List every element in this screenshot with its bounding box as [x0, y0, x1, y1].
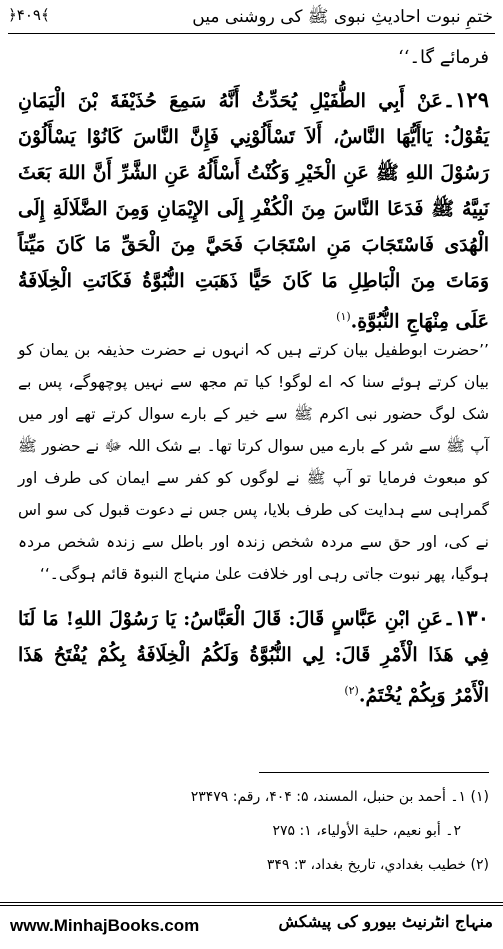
page-title: ختمِ نبوت احادیثِ نبوی ﷺ کی روشنی میں — [192, 7, 493, 27]
hadith-number: ۱۲۹۔ — [442, 87, 489, 112]
reference-marker: (۲) — [344, 684, 359, 697]
hadith-number: ۱۳۰۔ — [442, 605, 489, 630]
hadith-129-arabic — [18, 82, 489, 339]
footer-divider-thin — [0, 905, 503, 906]
previous-continuation: فرمائے گا۔‘‘ — [398, 47, 489, 68]
hadith-130-arabic — [18, 600, 489, 713]
reference-marker: (۱) — [336, 310, 351, 323]
footnote-divider — [259, 772, 489, 773]
footer-credit: منہاج انٹرنیٹ بیورو کی پیشکش — [278, 912, 493, 931]
page-header — [0, 0, 503, 40]
footnote-1-line-2: ۲۔ أبو نعيم، حلية الأولياء، ۱: ۲۷۵ — [272, 823, 461, 839]
header-divider — [8, 33, 495, 34]
footnote-1-line-1: (۱) ۱۔ أحمد بن حنبل، المسند، ۵: ۴۰۴، رقم: ۲۳۴۷۹ — [190, 789, 489, 805]
footnote-2: (۲) خطيب بغدادي، تاريخ بغداد، ۳: ۳۴۹ — [266, 857, 489, 873]
hadith-129-translation: ’’حضرت ابوطفیل بیان کرتے ہیں کہ انہوں نے حضرت حذیفہ بن یمان کو بیان کرتے ہوئے سنا کہ اے لوگو! کیا تم مجھ سے نہیں پوچھوگے، پس بے شک لوگ حضور نبی اکرم ﷺ سے خیر کے بارے سوال کرتے تھے اور میں آپ ﷺ سے شر کے بارے میں سوال کرتا تھا۔ بے شک اللہ ﷻ نے حضور ﷺ کو مبعوث فرمایا تو آپ ﷺ نے لوگوں کو کفر سے ایمان کی طرف اور گمراہی سے ہدایت کی طرف بلایا، پس جس نے دعوت قبول کی سو اس نے کی، اور حق سے مردہ شخص زندہ اور باطل سے زندہ شخص مردہ ہوگیا، پھر نبوت جاتی رہی اور خلافت علیٰ منہاج النبوۃ قائم ہوگی۔‘‘ — [18, 341, 489, 583]
footnotes — [18, 780, 489, 882]
footer-url-link[interactable]: www.MinhajBooks.com — [10, 916, 200, 935]
footer-divider — [0, 902, 503, 903]
page-number: ﴿۴۰۹﴾ — [8, 6, 50, 24]
hadith-text: عَنْ أَبِي الطُّفَيْلِ يُحَدِّثُ أَنَّهُ سَمِعَ حُذَيْفَةَ بْنَ الْيَمَانِ يَقُوْلُ: يَاأَيُّهَا النَّاسُ، أَلاَ تَسْأَلُوْنِي فَإِنَّ النَّاسَ كَانُوْا يَسْأَلُوْنَ رَسُوْلَ اللهِ ﷺ عَنِ الْخَيْرِ وَكُنْتُ أَسْأَلُهُ عَنِ الشَّرِّ أَنَّ اللهَ بَعَثَ نَبِيَّهُ ﷺ فَدَعَا النَّاسَ مِنَ الْكُفْرِ إِلَى الإِيْمَانِ وَمِنَ الضَّلَالَةِ إِلَى الْهُدَى فَاسْتَجَابَ مَنِ اسْتَجَابَ فَحَيَّ مِنَ الْحَقِّ مَا كَانَ مَيِّتاً وَمَاتَ مِنَ الْبَاطِلِ مَا كَانَ حَيًّا ذَهَبَتِ النُّبُوَّةُ فَكَانَتِ الْخِلَافَةُ عَلَى مِنْهَاجِ النُّبُوَّةِ. — [18, 90, 489, 333]
hadith-text: عَنِ ابْنِ عَبَّاسٍ قَالَ: قَالَ الْعَبَّاسُ: يَا رَسُوْلَ اللهِ! مَا لَنَا فِي هَذَا الْأَمْرِ قَالَ: لِي النُّبُوَّةُ وَلَكُمُ الْخِلَافَةُ بِكُمْ يُفْتَحُ هَذَا الْأَمْرُ وَبِكُمْ يُخْتَمُ. — [18, 608, 489, 707]
